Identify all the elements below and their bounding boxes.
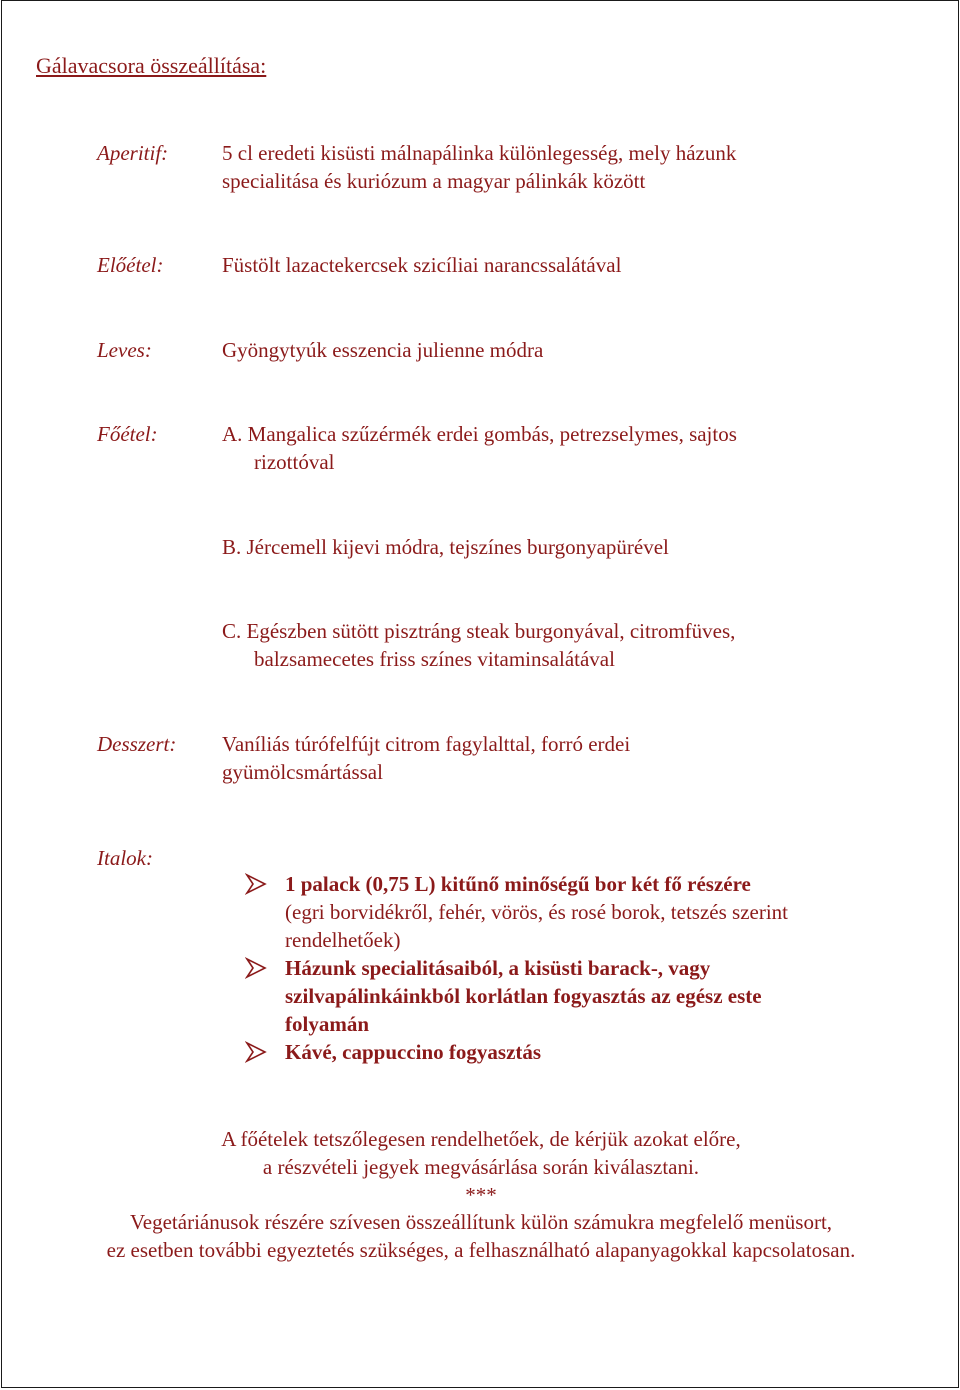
note-separator: *** — [465, 1183, 497, 1207]
course-description — [222, 336, 927, 364]
drinks-list — [245, 870, 885, 1066]
note-line: Vegetáriánusok részére szívesen összeállítunk külön számukra megfelelő menüsort, — [129, 1210, 833, 1234]
drink-detail: rendelhetőek) — [285, 928, 401, 952]
menu-page — [1, 0, 959, 1388]
course-label: Desszert: — [97, 732, 177, 756]
course-label: Aperitif: — [97, 141, 169, 165]
list-item — [245, 954, 885, 1038]
course-label: Főétel: — [97, 422, 158, 446]
course-line: 5 cl eredeti kisüsti málnapálinka különlegesség, mely házunk — [222, 141, 737, 165]
arrowhead-bullet-icon — [245, 1041, 267, 1063]
course-soup — [97, 336, 927, 364]
drink-title: Kávé, cappuccino fogyasztás — [285, 1040, 542, 1064]
option-line: A. Mangalica szűzérmék erdei gombás, petrezselymes, sajtos — [222, 422, 737, 446]
main-option-c — [222, 617, 872, 673]
drink-title: folyamán — [285, 1012, 369, 1036]
list-item — [245, 1038, 885, 1066]
drink-title: szilvapálinkáinkból korlátlan fogyasztás az egész este — [285, 984, 762, 1008]
course-description — [222, 730, 927, 786]
course-dessert — [97, 730, 927, 786]
course-label: Leves: — [97, 338, 152, 362]
main-option-a — [222, 420, 872, 476]
note-line: ez esetben további egyeztetés szükséges, a felhasználható alapanyagokkal kapcsolatosan. — [106, 1238, 856, 1262]
course-line: Gyöngytyúk esszencia julienne módra — [222, 338, 544, 362]
option-line: balzsamecetes friss színes vitaminsalátával — [254, 647, 615, 671]
arrowhead-bullet-icon — [245, 873, 267, 895]
option-line: rizottóval — [254, 450, 335, 474]
drink-title: Házunk specialitásaiból, a kisüsti barack-, vagy — [285, 956, 711, 980]
course-line: gyümölcsmártással — [222, 760, 383, 784]
main-option-b — [222, 533, 872, 561]
course-description — [222, 139, 927, 195]
course-line: Füstölt lazactekercsek szicíliai narancssalátával — [222, 253, 622, 277]
option-line: C. Egészben sütött pisztráng steak burgonyával, citromfüves, — [222, 619, 736, 643]
list-item — [245, 870, 885, 954]
drinks-label: Italok: — [97, 846, 153, 870]
course-description — [222, 251, 927, 279]
course-line: Vaníliás túrófelfújt citrom fagylalttal, forró erdei — [222, 732, 631, 756]
drink-detail: (egri borvidékről, fehér, vörös, és rosé borok, tetszés szerint — [285, 900, 788, 924]
drink-title: 1 palack (0,75 L) kitűnő minőségű bor két fő részére — [285, 872, 751, 896]
arrowhead-bullet-icon — [245, 957, 267, 979]
course-label: Előétel: — [97, 253, 164, 277]
course-line: specialitása és kuriózum a magyar pálinkák között — [222, 169, 646, 193]
course-starter — [97, 251, 927, 279]
option-line: B. Jércemell kijevi módra, tejszínes burgonyapürével — [222, 535, 669, 559]
note-line: a részvételi jegyek megvásárlása során kiválasztani. — [262, 1155, 700, 1179]
page-title: Gálavacsora összeállítása: — [36, 53, 267, 78]
note-line: A főételek tetszőlegesen rendelhetőek, de kérjük azokat előre, — [221, 1127, 741, 1151]
course-aperitif — [97, 139, 927, 195]
